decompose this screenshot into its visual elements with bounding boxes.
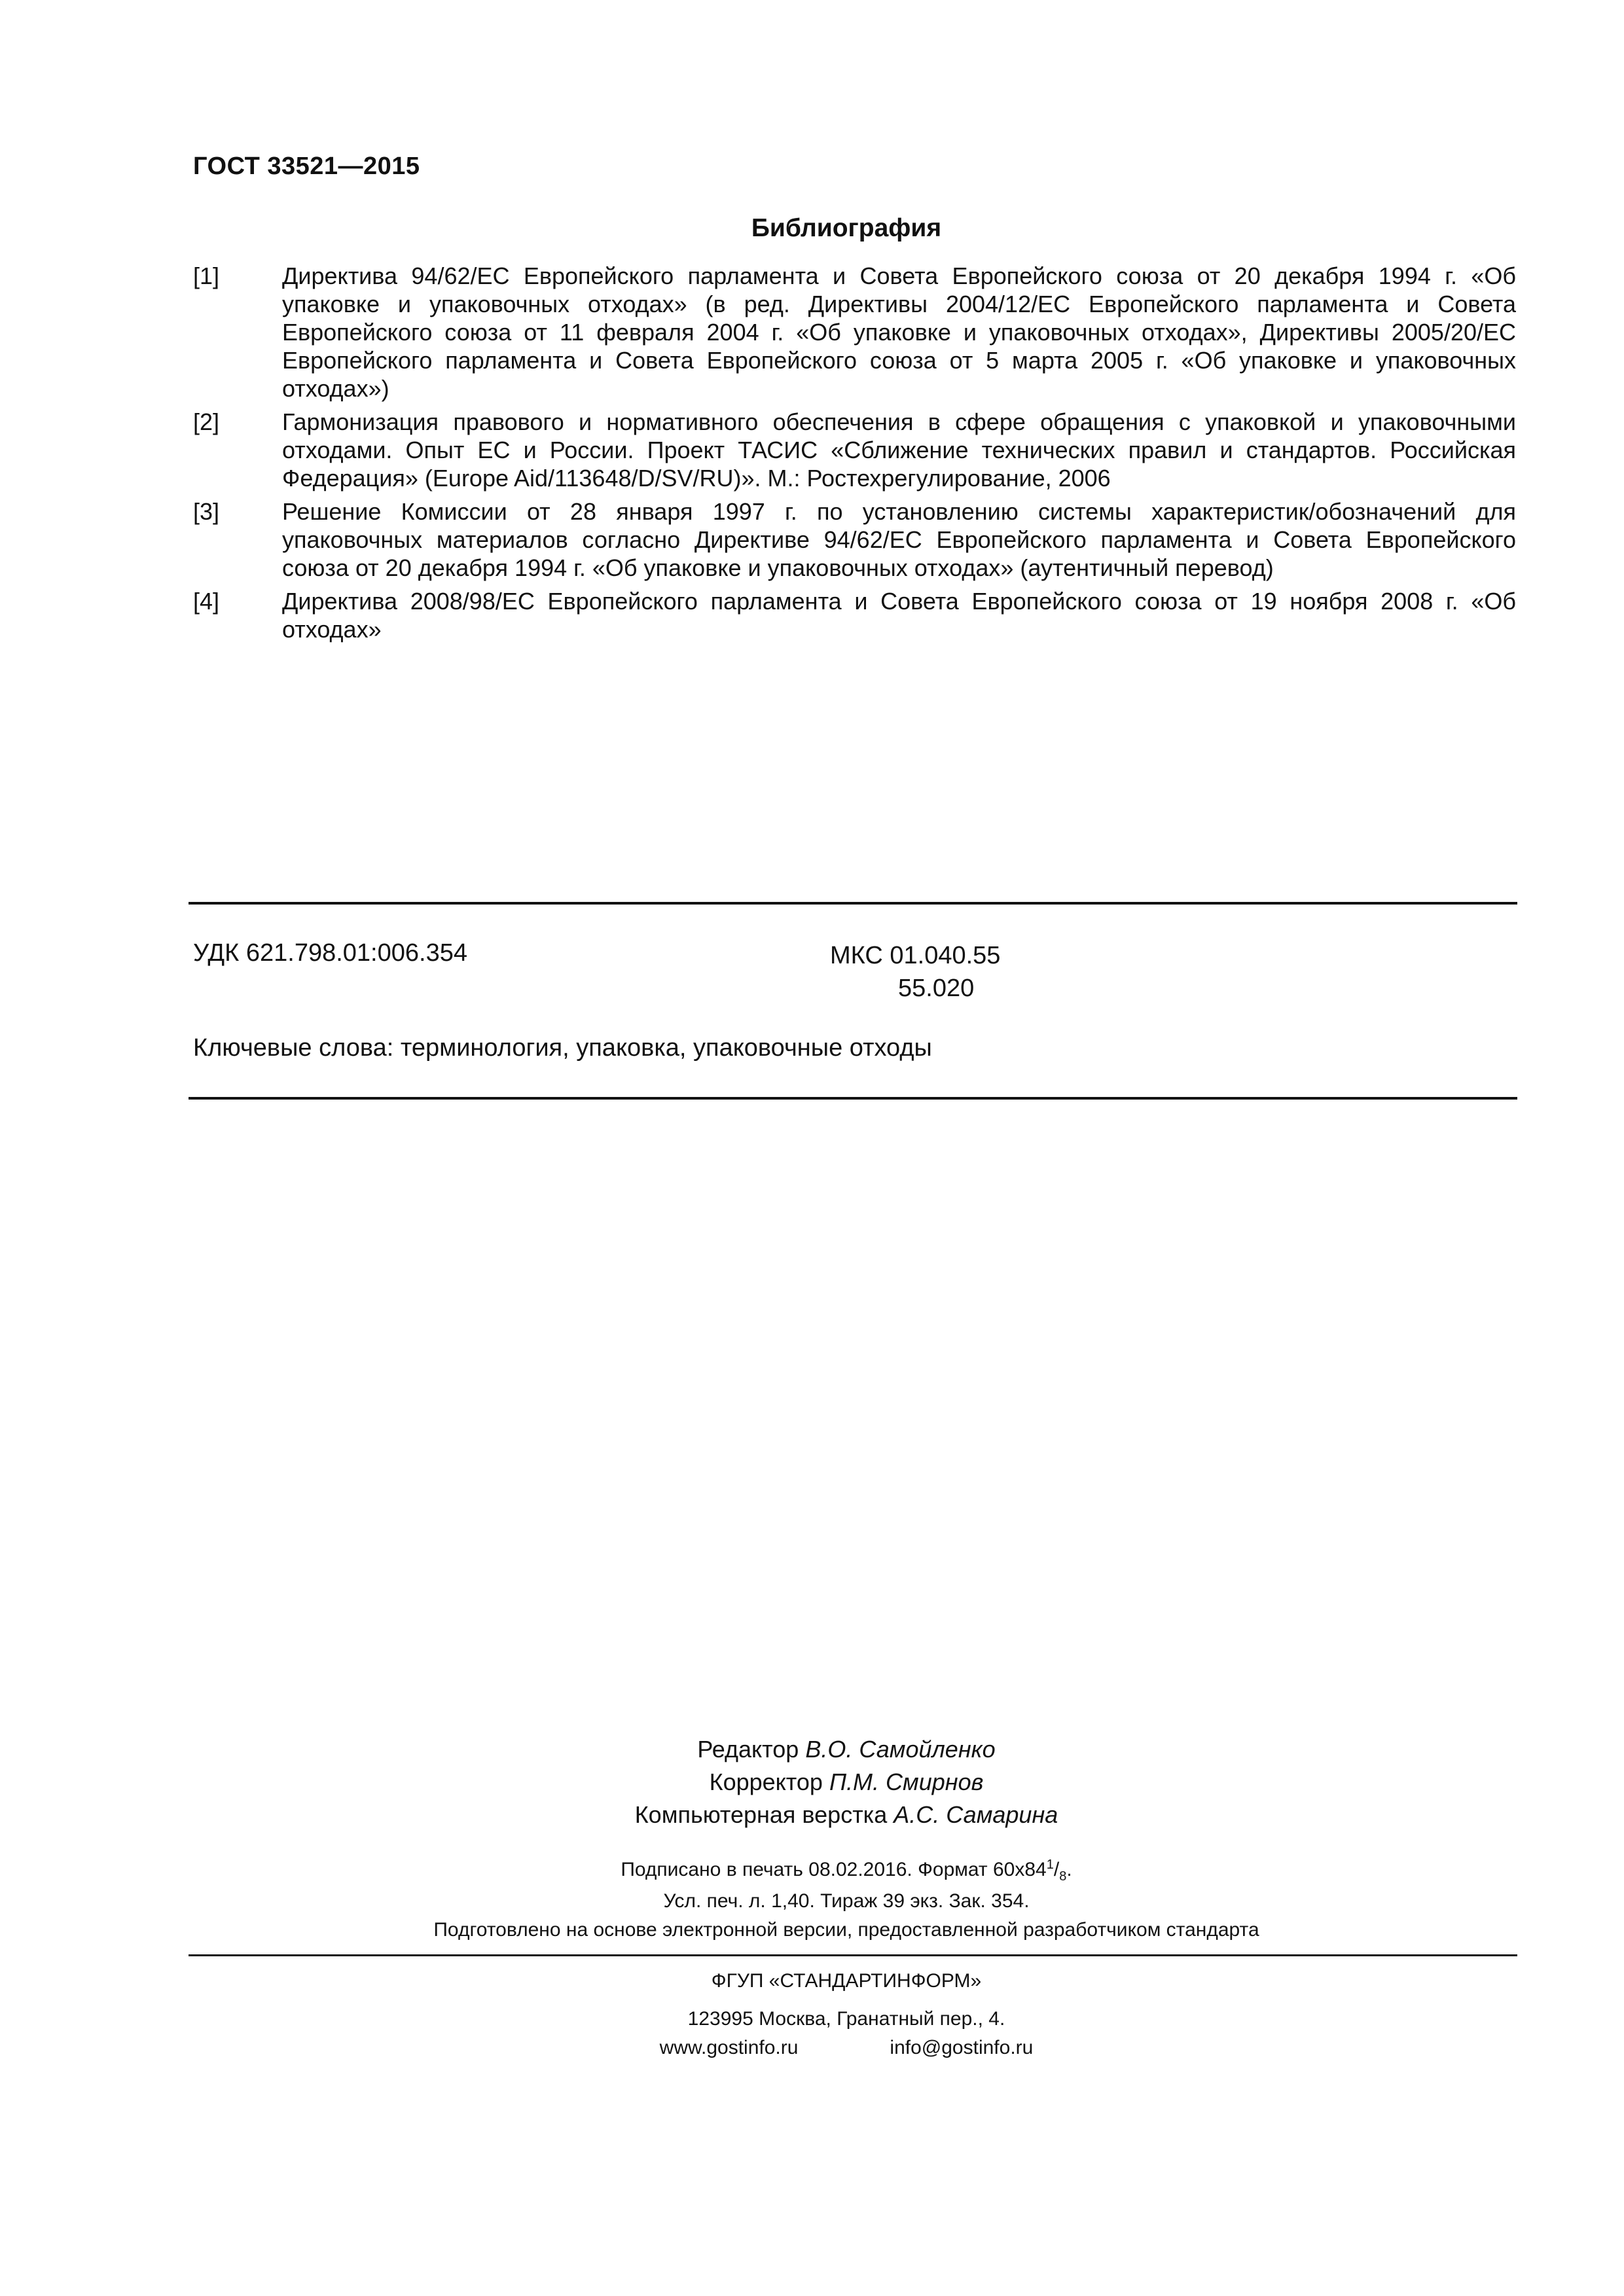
publisher-spacer [0,1996,1624,2005]
bibliography-item [193,408,1516,492]
bibliography-item-text: Гармонизация правового и нормативного обеспечения в сфере обращения с упаковкой и упаковочными отходами. Опыт ЕС и России. Проект ТАСИС «Сближение технических правил и стандартов. Российская Федерация» (Europe Aid/113648/D/SV/RU)». М.: Ростехрегулирование, 2006 [282,408,1516,492]
bibliography-item [193,587,1516,643]
editor-line [0,1733,1624,1766]
corrector-label: Корректор [709,1768,823,1795]
bibliography-list [193,262,1516,649]
mks-codes [830,939,1000,1005]
format-fraction-numerator: 1 [1046,1857,1054,1872]
divider-top [189,902,1517,905]
divider-bottom [189,1097,1517,1100]
keywords: Ключевые слова: терминология, упаковка, упаковочные отходы [193,1034,932,1062]
publisher-address: 123995 Москва, Гранатный пер., 4. [687,2008,1005,2030]
credits-block [0,1733,1624,1831]
udk-code: УДК 621.798.01:006.354 [193,939,467,967]
layout-name: А.С. Самарина [893,1801,1058,1828]
prepared-note: Подготовлено на основе электронной версии, предоставленной разработчиком стандарта [433,1919,1259,1941]
publisher-block [0,1967,1624,2062]
document-id-header: ГОСТ 33521—2015 [193,152,420,180]
layout-label: Компьютерная верстка [634,1801,888,1828]
bibliography-item-text: Решение Комиссии от 28 января 1997 г. по установлению системы характеристик/обозначений для упаковочных материалов согласно Директиве 94/62/ЕС Европейского парламента и Совета Европейского союза от 20 декабря 1994 г. «Об упаковке и упаковочных отходах» (аутентичный перевод) [282,498,1516,581]
bibliography-item [193,497,1516,582]
divider-publisher [189,1954,1517,1956]
corrector-line [0,1766,1624,1799]
layout-line [0,1799,1624,1831]
bibliography-item-text: Директива 94/62/ЕС Европейского парламента и Совета Европейского союза от 20 декабря 1994 г. «Об упаковке и упаковочных отходах» (в ред. Директивы 2004/12/ЕС Европейского парламента и Совета Европейского союза от 11 февраля 2004 г. «Об упаковке и упаковочных отходах», Директивы 2005/20/ЕС Европейского парламента и Совета Европейского союза от 5 марта 2005 г. «Об упаковке и упаковочных отходах») [282,262,1516,402]
print-info-text: Подписано в печать 08.02.2016. Формат 60х84 [621,1859,1047,1880]
corrector-name: П.М. Смирнов [829,1768,984,1795]
format-end: . [1066,1859,1072,1880]
publisher-contacts [0,2034,1624,2062]
editor-name: В.О. Самойленко [805,1736,996,1763]
bibliography-item-number: [3] [193,498,220,525]
editor-label: Редактор [697,1736,799,1763]
bibliography-item-number: [4] [193,588,220,615]
bibliography-item-number: [2] [193,408,220,435]
mks-code-primary: МКС 01.040.55 [830,942,1001,969]
print-info-line1: Подписано в печать 08.02.2016. Формат $60х84^1/_8$. [621,1857,1072,1884]
print-info-line2: Усл. печ. л. 1,40. Тираж 39 экз. Зак. 354. [663,1890,1030,1912]
mks-code-secondary: 55.020 [898,975,975,1002]
format-fraction-denominator: 8 [1059,1869,1067,1884]
bibliography-item [193,262,1516,403]
bibliography-item-text: Директива 2008/98/ЕС Европейского парламента и Совета Европейского союза от 19 ноября 2008 г. «Об отходах» [282,588,1516,643]
publisher-email-link[interactable]: info@gostinfo.ru [890,2037,1034,2058]
print-info [0,1852,1624,1914]
bibliography-title: Библиография [751,214,942,242]
publisher-name: ФГУП «СТАНДАРТИНФОРМ» [711,1970,982,1992]
bibliography-item-number: [1] [193,262,220,289]
publisher-website-link[interactable]: www.gostinfo.ru [659,2037,799,2058]
